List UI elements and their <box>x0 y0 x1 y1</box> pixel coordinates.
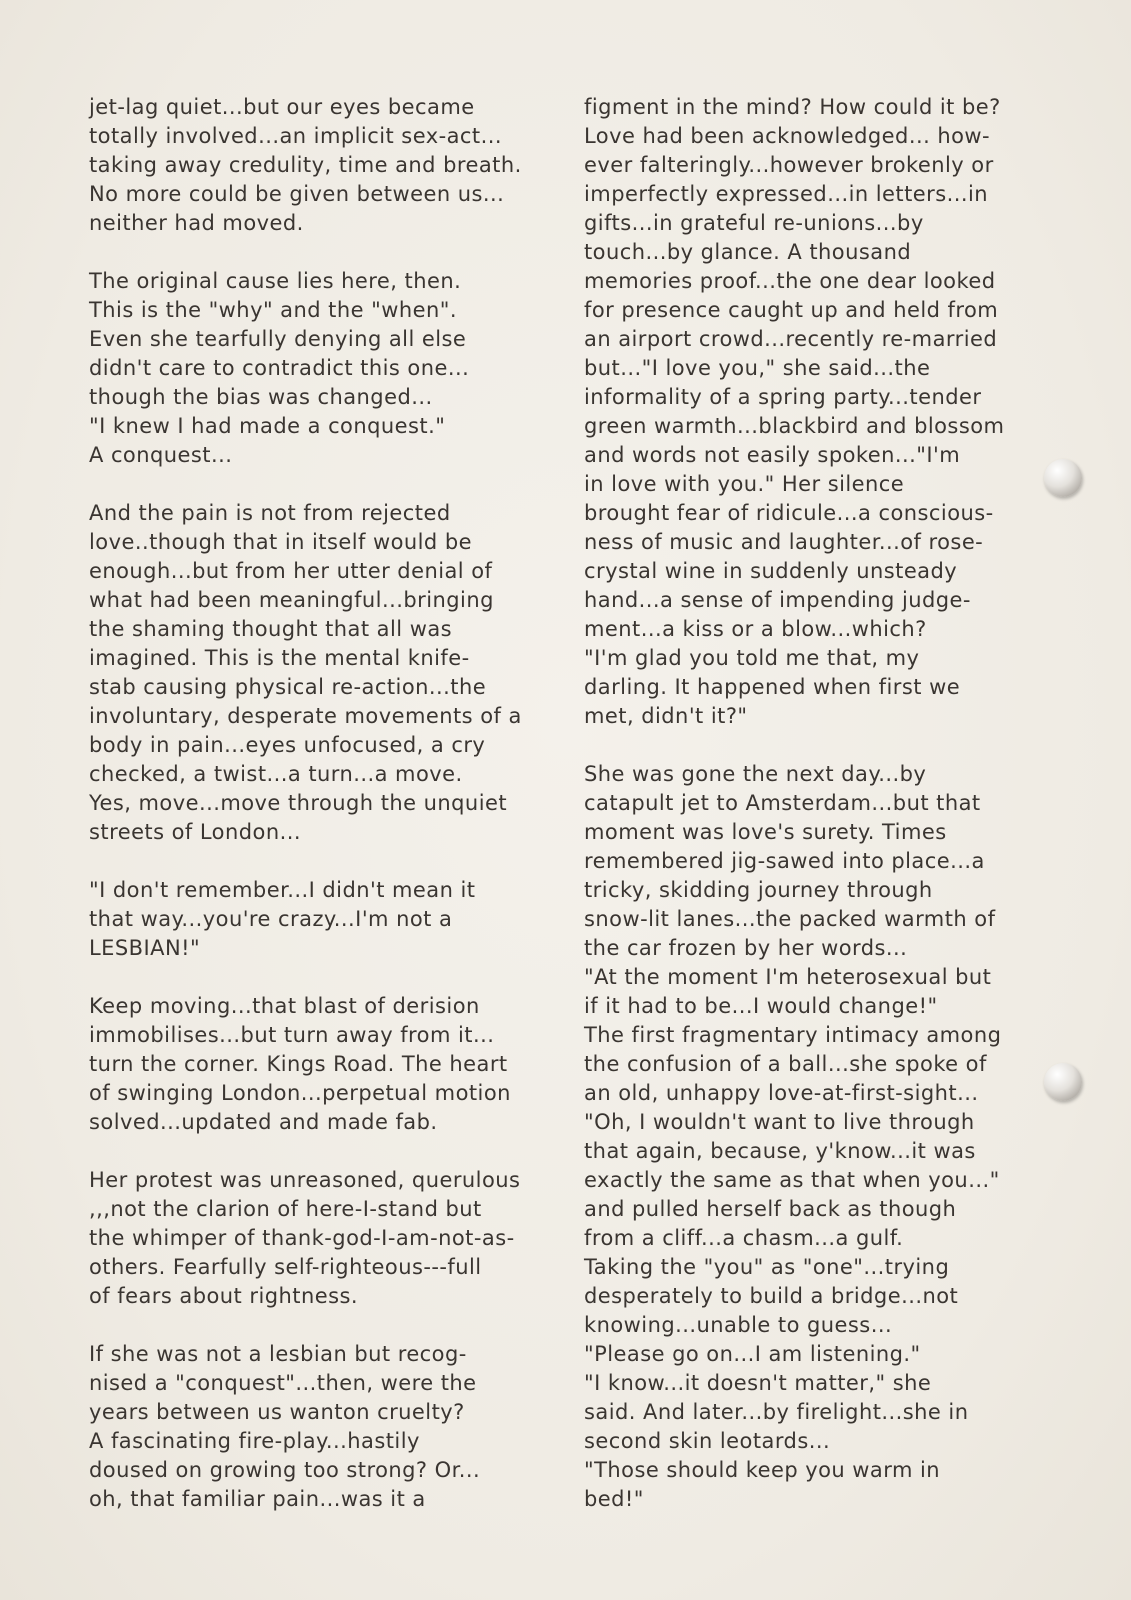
text-line: desperately to build a bridge...not <box>584 1284 959 1308</box>
text-line: totally involved...an implicit sex-act... <box>89 124 502 148</box>
paragraph <box>89 876 559 963</box>
paragraph <box>89 93 559 238</box>
text-line: Even she tearfully denying all else <box>89 327 467 351</box>
text-line: neither had moved. <box>89 211 304 235</box>
text-line: And the pain is not from rejected <box>89 501 451 525</box>
text-line: nised a "conquest"...then, were the <box>89 1371 477 1395</box>
text-line: checked, a twist...a turn...a move. <box>89 762 463 786</box>
text-line: LESBIAN!" <box>89 936 201 960</box>
text-line: hand...a sense of impending judge- <box>584 588 971 612</box>
text-line: bed!" <box>584 1487 644 1511</box>
text-line: and words not easily spoken..."I'm <box>584 443 961 467</box>
text-line: ness of music and laughter...of rose- <box>584 530 984 554</box>
text-line: streets of London... <box>89 820 301 844</box>
text-line: The first fragmentary intimacy among <box>584 1023 1002 1047</box>
text-line: taking away credulity, time and breath. <box>89 153 522 177</box>
paragraph <box>89 1166 559 1311</box>
text-line: of swinging London...perpetual motion <box>89 1081 511 1105</box>
text-line: the whimper of thank-god-I-am-not-as- <box>89 1226 515 1250</box>
text-line: touch...by glance. A thousand <box>584 240 912 264</box>
text-line: remembered jig-sawed into place...a <box>584 849 985 873</box>
text-line: brought fear of ridicule...a conscious- <box>584 501 994 525</box>
binder-hole-icon <box>1044 459 1082 497</box>
text-line: knowing...unable to guess... <box>584 1313 893 1337</box>
text-line: green warmth...blackbird and blossom <box>584 414 1005 438</box>
text-line: imperfectly expressed...in letters...in <box>584 182 989 206</box>
text-line: darling. It happened when first we <box>584 675 961 699</box>
text-line: didn't care to contradict this one... <box>89 356 470 380</box>
text-line: others. Fearfully self-righteous---full <box>89 1255 482 1279</box>
text-line: of fears about rightness. <box>89 1284 358 1308</box>
paragraph <box>89 267 559 470</box>
text-line: an old, unhappy love-at-first-sight... <box>584 1081 979 1105</box>
text-line: the car frozen by her words... <box>584 936 908 960</box>
text-line: Keep moving...that blast of derision <box>89 994 480 1018</box>
text-line: but..."I love you," she said...the <box>584 356 931 380</box>
text-line: met, didn't it?" <box>584 704 748 728</box>
text-line: doused on growing too strong? Or... <box>89 1458 481 1482</box>
text-line: gifts...in grateful re-unions...by <box>584 211 924 235</box>
text-line: that way...you're crazy...I'm not a <box>89 907 453 931</box>
text-line: for presence caught up and held from <box>584 298 999 322</box>
text-line: Yes, move...move through the unquiet <box>89 791 508 815</box>
text-line: A conquest... <box>89 443 233 467</box>
text-line: tricky, skidding journey through <box>584 878 933 902</box>
text-line: "At the moment I'm heterosexual but <box>584 965 992 989</box>
text-line: Taking the "you" as "one"...trying <box>584 1255 950 1279</box>
text-line: though the bias was changed... <box>89 385 433 409</box>
text-line: body in pain...eyes unfocused, a cry <box>89 733 486 757</box>
text-line: If she was not a lesbian but recog- <box>89 1342 467 1366</box>
text-line: the confusion of a ball...she spoke of <box>584 1052 987 1076</box>
text-line: if it had to be...I would change!" <box>584 994 938 1018</box>
paragraph <box>584 93 1064 731</box>
text-line: oh, that familiar pain...was it a <box>89 1487 426 1511</box>
right-text-column <box>584 93 1064 1514</box>
text-line: what had been meaningful...bringing <box>89 588 494 612</box>
text-line: turn the corner. Kings Road. The heart <box>89 1052 508 1076</box>
text-line: stab causing physical re-action...the <box>89 675 487 699</box>
text-line: the shaming thought that all was <box>89 617 453 641</box>
text-line: moment was love's surety. Times <box>584 820 947 844</box>
text-line: "I knew I had made a conquest." <box>89 414 446 438</box>
text-line: love..though that in itself would be <box>89 530 472 554</box>
text-line: involuntary, desperate movements of a <box>89 704 522 728</box>
text-line: She was gone the next day...by <box>584 762 927 786</box>
text-line: Love had been acknowledged... how- <box>584 124 991 148</box>
text-line: from a cliff...a chasm...a gulf. <box>584 1226 904 1250</box>
text-line: "I know...it doesn't matter," she <box>584 1371 932 1395</box>
text-line: in love with you." Her silence <box>584 472 905 496</box>
text-line: snow-lit lanes...the packed warmth of <box>584 907 996 931</box>
text-line: solved...updated and made fab. <box>89 1110 438 1134</box>
text-line: "I'm glad you told me that, my <box>584 646 920 670</box>
text-line: "Those should keep you warm in <box>584 1458 941 1482</box>
text-line: "Oh, I wouldn't want to live through <box>584 1110 975 1134</box>
text-line: ment...a kiss or a blow...which? <box>584 617 927 641</box>
binder-hole-icon <box>1044 1063 1082 1101</box>
paragraph <box>584 760 1064 1514</box>
text-line: A fascinating fire-play...hastily <box>89 1429 420 1453</box>
text-line: years between us wanton cruelty? <box>89 1400 465 1424</box>
text-line: and pulled herself back as though <box>584 1197 957 1221</box>
text-line: that again, because, y'know...it was <box>584 1139 976 1163</box>
text-line: second skin leotards... <box>584 1429 831 1453</box>
text-line: "I don't remember...I didn't mean it <box>89 878 476 902</box>
text-line: informality of a spring party...tender <box>584 385 982 409</box>
text-line: immobilises...but turn away from it... <box>89 1023 495 1047</box>
left-text-column <box>89 93 559 1514</box>
text-line: figment in the mind? How could it be? <box>584 95 1001 119</box>
text-line: exactly the same as that when you..." <box>584 1168 1000 1192</box>
text-line: catapult jet to Amsterdam...but that <box>584 791 981 815</box>
text-line: This is the "why" and the "when". <box>89 298 457 322</box>
text-line: The original cause lies here, then. <box>89 269 462 293</box>
text-line: No more could be given between us... <box>89 182 505 206</box>
text-line: ever falteringly...however brokenly or <box>584 153 994 177</box>
text-line: "Please go on...I am listening." <box>584 1342 921 1366</box>
text-line: enough...but from her utter denial of <box>89 559 493 583</box>
text-line: said. And later...by firelight...she in <box>584 1400 969 1424</box>
text-line: jet-lag quiet...but our eyes became <box>89 95 475 119</box>
paragraph <box>89 499 559 847</box>
text-line: Her protest was unreasoned, querulous <box>89 1168 521 1192</box>
text-line: crystal wine in suddenly unsteady <box>584 559 958 583</box>
paragraph <box>89 992 559 1137</box>
text-line: ,,,not the clarion of here-I-stand but <box>89 1197 482 1221</box>
text-line: memories proof...the one dear looked <box>584 269 996 293</box>
text-line: an airport crowd...recently re-married <box>584 327 998 351</box>
text-line: imagined. This is the mental knife- <box>89 646 470 670</box>
paragraph <box>89 1340 559 1514</box>
